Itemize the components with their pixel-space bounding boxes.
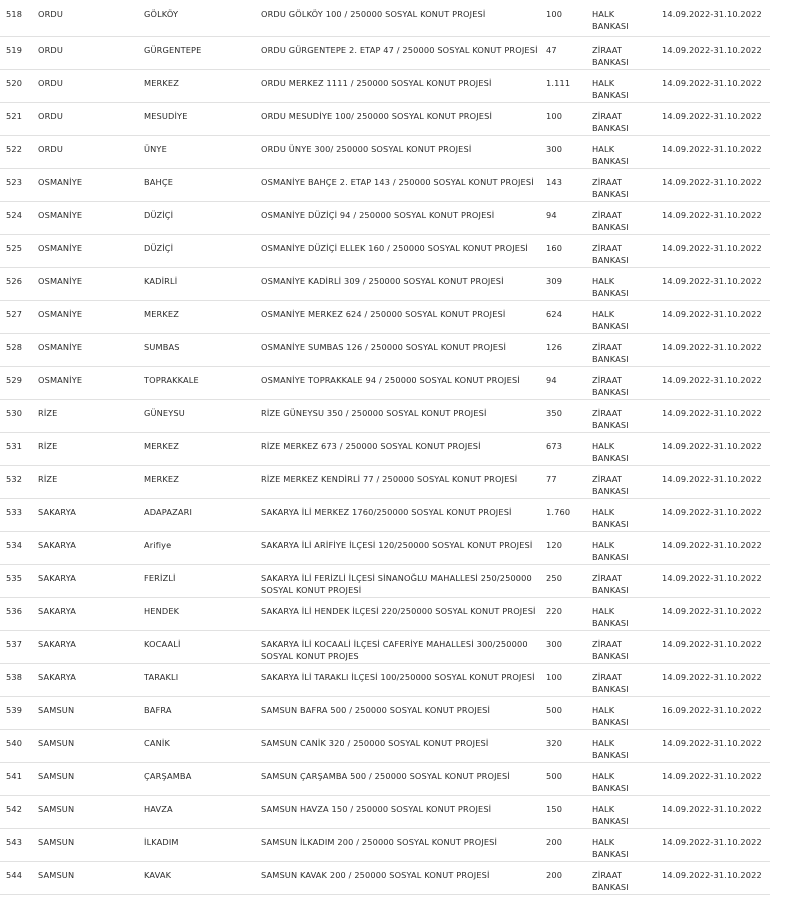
row-number: 538 <box>6 672 23 682</box>
province-cell: ORDU <box>38 111 64 121</box>
unit-count-cell: 200 <box>546 837 563 847</box>
bank-cell: HALK BANKASI <box>592 144 629 166</box>
district-cell: MERKEZ <box>144 474 179 484</box>
application-date-cell: 14.09.2022-31.10.2022 <box>662 771 762 781</box>
bank-cell: HALK BANKASI <box>592 78 629 100</box>
row-number: 536 <box>6 606 23 616</box>
table-row <box>0 103 770 136</box>
district-cell: DÜZİÇİ <box>144 210 174 220</box>
bank-cell: HALK BANKASI <box>592 804 629 826</box>
row-number: 543 <box>6 837 23 847</box>
district-cell: KAVAK <box>144 870 172 880</box>
unit-count-cell: 500 <box>546 705 563 715</box>
application-date-cell: 14.09.2022-31.10.2022 <box>662 408 762 418</box>
application-date-cell: 14.09.2022-31.10.2022 <box>662 672 762 682</box>
district-cell: MERKEZ <box>144 441 179 451</box>
row-number: 541 <box>6 771 23 781</box>
table-row <box>0 763 770 796</box>
bank-cell: ZİRAAT BANKASI <box>592 639 629 661</box>
unit-count-cell: 77 <box>546 474 557 484</box>
application-date-cell: 14.09.2022-31.10.2022 <box>662 309 762 319</box>
unit-count-cell: 1.760 <box>546 507 571 517</box>
district-cell: TOPRAKKALE <box>144 375 199 385</box>
project-name-cell: ORDU MESUDİYE 100/ 250000 SOSYAL KONUT PROJESİ <box>261 111 493 121</box>
bank-cell: ZİRAAT BANKASI <box>592 210 629 232</box>
province-cell: SAMSUN <box>38 837 75 847</box>
district-cell: KADİRLİ <box>144 276 178 286</box>
unit-count-cell: 126 <box>546 342 563 352</box>
row-number: 525 <box>6 243 23 253</box>
application-date-cell: 14.09.2022-31.10.2022 <box>662 573 762 583</box>
province-cell: ORDU <box>38 144 64 154</box>
application-date-cell: 14.09.2022-31.10.2022 <box>662 45 762 55</box>
province-cell: OSMANİYE <box>38 309 83 319</box>
table-row <box>0 334 770 367</box>
application-date-cell: 14.09.2022-31.10.2022 <box>662 111 762 121</box>
project-name-cell: OSMANİYE MERKEZ 624 / 250000 SOSYAL KONUT PROJESİ <box>261 309 506 319</box>
bank-cell: HALK BANKASI <box>592 507 629 529</box>
table-row <box>0 730 770 763</box>
table-row <box>0 433 770 466</box>
project-name-cell: OSMANİYE SUMBAS 126 / 250000 SOSYAL KONUT PROJESİ <box>261 342 507 352</box>
district-cell: Arifiye <box>144 540 172 550</box>
district-cell: DÜZİÇİ <box>144 243 174 253</box>
district-cell: İLKADIM <box>144 837 179 847</box>
table-row <box>0 598 770 631</box>
district-cell: MERKEZ <box>144 78 179 88</box>
row-number: 518 <box>6 9 23 19</box>
table-row <box>0 862 770 895</box>
district-cell: KOCAALİ <box>144 639 181 649</box>
table-row <box>0 565 770 598</box>
row-number: 531 <box>6 441 23 451</box>
table-row <box>0 829 770 862</box>
application-date-cell: 14.09.2022-31.10.2022 <box>662 639 762 649</box>
bank-cell: ZİRAAT BANKASI <box>592 177 629 199</box>
table-row <box>0 136 770 169</box>
table-row <box>0 235 770 268</box>
project-name-cell: SAMSUN İLKADIM 200 / 250000 SOSYAL KONUT PROJESİ <box>261 837 498 847</box>
unit-count-cell: 300 <box>546 639 563 649</box>
table-row <box>0 664 770 697</box>
row-number: 521 <box>6 111 23 121</box>
bank-cell: HALK BANKASI <box>592 276 629 298</box>
bank-cell: ZİRAAT BANKASI <box>592 573 629 595</box>
province-cell: SAMSUN <box>38 705 75 715</box>
project-name-cell: ORDU GÖLKÖY 100 / 250000 SOSYAL KONUT PROJESİ <box>261 9 486 19</box>
district-cell: HENDEK <box>144 606 180 616</box>
bank-cell: HALK BANKASI <box>592 738 629 760</box>
application-date-cell: 14.09.2022-31.10.2022 <box>662 375 762 385</box>
bank-cell: ZİRAAT BANKASI <box>592 342 629 364</box>
unit-count-cell: 94 <box>546 375 557 385</box>
district-cell: ÜNYE <box>144 144 167 154</box>
project-name-cell: ORDU MERKEZ 1111 / 250000 SOSYAL KONUT PROJESİ <box>261 78 492 88</box>
row-number: 523 <box>6 177 23 187</box>
unit-count-cell: 250 <box>546 573 563 583</box>
application-date-cell: 14.09.2022-31.10.2022 <box>662 606 762 616</box>
bank-cell: ZİRAAT BANKASI <box>592 111 629 133</box>
unit-count-cell: 94 <box>546 210 557 220</box>
project-name-cell: OSMANİYE KADİRLİ 309 / 250000 SOSYAL KONUT PROJESİ <box>261 276 504 286</box>
district-cell: HAVZA <box>144 804 173 814</box>
application-date-cell: 14.09.2022-31.10.2022 <box>662 177 762 187</box>
application-date-cell: 14.09.2022-31.10.2022 <box>662 507 762 517</box>
province-cell: OSMANİYE <box>38 177 83 187</box>
row-number: 524 <box>6 210 23 220</box>
application-date-cell: 14.09.2022-31.10.2022 <box>662 474 762 484</box>
province-cell: ORDU <box>38 78 64 88</box>
project-name-cell: OSMANİYE DÜZİÇİ 94 / 250000 SOSYAL KONUT PROJESİ <box>261 210 495 220</box>
district-cell: GÜNEYSU <box>144 408 185 418</box>
table-row <box>0 631 770 664</box>
row-number: 527 <box>6 309 23 319</box>
province-cell: OSMANİYE <box>38 243 83 253</box>
unit-count-cell: 200 <box>546 870 563 880</box>
bank-cell: ZİRAAT BANKASI <box>592 408 629 430</box>
row-number: 519 <box>6 45 23 55</box>
province-cell: SAMSUN <box>38 804 75 814</box>
district-cell: TARAKLI <box>144 672 179 682</box>
bank-cell: HALK BANKASI <box>592 837 629 859</box>
unit-count-cell: 220 <box>546 606 563 616</box>
row-number: 542 <box>6 804 23 814</box>
bank-cell: ZİRAAT BANKASI <box>592 243 629 265</box>
province-cell: ORDU <box>38 9 64 19</box>
unit-count-cell: 100 <box>546 9 563 19</box>
project-name-cell: SAMSUN BAFRA 500 / 250000 SOSYAL KONUT PROJESİ <box>261 705 491 715</box>
table-row <box>0 466 770 499</box>
application-date-cell: 14.09.2022-31.10.2022 <box>662 243 762 253</box>
bank-cell: ZİRAAT BANKASI <box>592 45 629 67</box>
table-row <box>0 532 770 565</box>
bank-cell: ZİRAAT BANKASI <box>592 474 629 496</box>
project-name-cell: SAKARYA İLİ MERKEZ 1760/250000 SOSYAL KONUT PROJESİ <box>261 507 512 517</box>
row-number: 540 <box>6 738 23 748</box>
application-date-cell: 14.09.2022-31.10.2022 <box>662 837 762 847</box>
application-date-cell: 14.09.2022-31.10.2022 <box>662 210 762 220</box>
application-date-cell: 14.09.2022-31.10.2022 <box>662 78 762 88</box>
project-name-cell: SAMSUN KAVAK 200 / 250000 SOSYAL KONUT PROJESİ <box>261 870 490 880</box>
province-cell: RİZE <box>38 474 58 484</box>
application-date-cell: 14.09.2022-31.10.2022 <box>662 870 762 880</box>
unit-count-cell: 143 <box>546 177 563 187</box>
unit-count-cell: 673 <box>546 441 563 451</box>
province-cell: RİZE <box>38 408 58 418</box>
bank-cell: HALK BANKASI <box>592 540 629 562</box>
project-name-cell: ORDU GÜRGENTEPE 2. ETAP 47 / 250000 SOSYAL KONUT PROJESİ <box>261 45 538 55</box>
table-row <box>0 301 770 334</box>
row-number: 537 <box>6 639 23 649</box>
province-cell: SAKARYA <box>38 507 76 517</box>
province-cell: RİZE <box>38 441 58 451</box>
bank-cell: HALK BANKASI <box>592 606 629 628</box>
district-cell: SUMBAS <box>144 342 180 352</box>
table-row <box>0 697 770 730</box>
unit-count-cell: 624 <box>546 309 563 319</box>
district-cell: FERİZLİ <box>144 573 176 583</box>
project-name-cell: SAKARYA İLİ KOCAALİ İLÇESİ CAFERİYE MAHALLESİ 300/250000 SOSYAL KONUT PROJES <box>261 639 528 661</box>
project-name-cell: ORDU ÜNYE 300/ 250000 SOSYAL KONUT PROJESİ <box>261 144 472 154</box>
district-cell: GÜRGENTEPE <box>144 45 202 55</box>
province-cell: SAKARYA <box>38 573 76 583</box>
district-cell: BAFRA <box>144 705 172 715</box>
row-number: 532 <box>6 474 23 484</box>
unit-count-cell: 100 <box>546 672 563 682</box>
province-cell: SAMSUN <box>38 738 75 748</box>
province-cell: SAMSUN <box>38 771 75 781</box>
application-date-cell: 14.09.2022-31.10.2022 <box>662 9 762 19</box>
project-name-cell: SAKARYA İLİ FERİZLİ İLÇESİ SİNANOĞLU MAHALLESİ 250/250000 SOSYAL KONUT PROJESİ <box>261 573 532 595</box>
row-number: 544 <box>6 870 23 880</box>
application-date-cell: 14.09.2022-31.10.2022 <box>662 441 762 451</box>
unit-count-cell: 500 <box>546 771 563 781</box>
row-number: 535 <box>6 573 23 583</box>
project-name-cell: SAMSUN CANİK 320 / 250000 SOSYAL KONUT PROJESİ <box>261 738 489 748</box>
table-row <box>0 70 770 103</box>
unit-count-cell: 160 <box>546 243 563 253</box>
row-number: 539 <box>6 705 23 715</box>
application-date-cell: 14.09.2022-31.10.2022 <box>662 804 762 814</box>
table-row <box>0 169 770 202</box>
bank-cell: ZİRAAT BANKASI <box>592 672 629 694</box>
application-date-cell: 14.09.2022-31.10.2022 <box>662 540 762 550</box>
project-name-cell: SAKARYA İLİ ARİFİYE İLÇESİ 120/250000 SOSYAL KONUT PROJESİ <box>261 540 533 550</box>
bank-cell: ZİRAAT BANKASI <box>592 375 629 397</box>
table-row <box>0 37 770 70</box>
district-cell: MESUDİYE <box>144 111 188 121</box>
row-number: 520 <box>6 78 23 88</box>
table-row <box>0 400 770 433</box>
row-number: 526 <box>6 276 23 286</box>
table-row <box>0 796 770 829</box>
project-name-cell: SAKARYA İLİ TARAKLI İLÇESİ 100/250000 SOSYAL KONUT PROJESİ <box>261 672 535 682</box>
project-name-cell: OSMANİYE TOPRAKKALE 94 / 250000 SOSYAL KONUT PROJESİ <box>261 375 520 385</box>
unit-count-cell: 100 <box>546 111 563 121</box>
district-cell: GÖLKÖY <box>144 9 179 19</box>
application-date-cell: 14.09.2022-31.10.2022 <box>662 144 762 154</box>
project-name-cell: RİZE GÜNEYSU 350 / 250000 SOSYAL KONUT PROJESİ <box>261 408 487 418</box>
province-cell: SAKARYA <box>38 639 76 649</box>
application-date-cell: 14.09.2022-31.10.2022 <box>662 738 762 748</box>
row-number: 533 <box>6 507 23 517</box>
project-name-cell: RİZE MERKEZ 673 / 250000 SOSYAL KONUT PROJESİ <box>261 441 481 451</box>
unit-count-cell: 350 <box>546 408 563 418</box>
province-cell: ORDU <box>38 45 64 55</box>
bank-cell: HALK BANKASI <box>592 309 629 331</box>
project-name-cell: OSMANİYE BAHÇE 2. ETAP 143 / 250000 SOSYAL KONUT PROJESİ <box>261 177 534 187</box>
unit-count-cell: 320 <box>546 738 563 748</box>
province-cell: OSMANİYE <box>38 276 83 286</box>
table-row <box>0 202 770 235</box>
bank-cell: HALK BANKASI <box>592 705 629 727</box>
table-row <box>0 268 770 301</box>
province-cell: OSMANİYE <box>38 375 83 385</box>
province-cell: OSMANİYE <box>38 342 83 352</box>
unit-count-cell: 150 <box>546 804 563 814</box>
district-cell: ADAPAZARI <box>144 507 193 517</box>
district-cell: CANİK <box>144 738 170 748</box>
bank-cell: HALK BANKASI <box>592 441 629 463</box>
table-row <box>0 367 770 400</box>
row-number: 530 <box>6 408 23 418</box>
project-name-cell: SAKARYA İLİ HENDEK İLÇESİ 220/250000 SOSYAL KONUT PROJESİ <box>261 606 536 616</box>
row-number: 534 <box>6 540 23 550</box>
table-row <box>0 499 770 532</box>
row-number: 529 <box>6 375 23 385</box>
province-cell: SAKARYA <box>38 672 76 682</box>
project-name-cell: SAMSUN ÇARŞAMBA 500 / 250000 SOSYAL KONUT PROJESİ <box>261 771 510 781</box>
province-cell: SAKARYA <box>38 540 76 550</box>
table-row <box>0 0 770 37</box>
district-cell: ÇARŞAMBA <box>144 771 192 781</box>
province-cell: OSMANİYE <box>38 210 83 220</box>
unit-count-cell: 120 <box>546 540 563 550</box>
application-date-cell: 14.09.2022-31.10.2022 <box>662 342 762 352</box>
unit-count-cell: 300 <box>546 144 563 154</box>
application-date-cell: 14.09.2022-31.10.2022 <box>662 276 762 286</box>
province-cell: SAKARYA <box>38 606 76 616</box>
unit-count-cell: 1.111 <box>546 78 571 88</box>
row-number: 528 <box>6 342 23 352</box>
row-number: 522 <box>6 144 23 154</box>
project-name-cell: RİZE MERKEZ KENDİRLİ 77 / 250000 SOSYAL KONUT PROJESİ <box>261 474 518 484</box>
bank-cell: HALK BANKASI <box>592 771 629 793</box>
province-cell: SAMSUN <box>38 870 75 880</box>
project-name-cell: OSMANİYE DÜZİÇİ ELLEK 160 / 250000 SOSYAL KONUT PROJESİ <box>261 243 528 253</box>
district-cell: BAHÇE <box>144 177 174 187</box>
application-date-cell: 16.09.2022-31.10.2022 <box>662 705 762 715</box>
project-name-cell: SAMSUN HAVZA 150 / 250000 SOSYAL KONUT PROJESİ <box>261 804 492 814</box>
unit-count-cell: 309 <box>546 276 563 286</box>
bank-cell: ZİRAAT BANKASI <box>592 870 629 892</box>
district-cell: MERKEZ <box>144 309 179 319</box>
unit-count-cell: 47 <box>546 45 557 55</box>
bank-cell: HALK BANKASI <box>592 9 629 31</box>
